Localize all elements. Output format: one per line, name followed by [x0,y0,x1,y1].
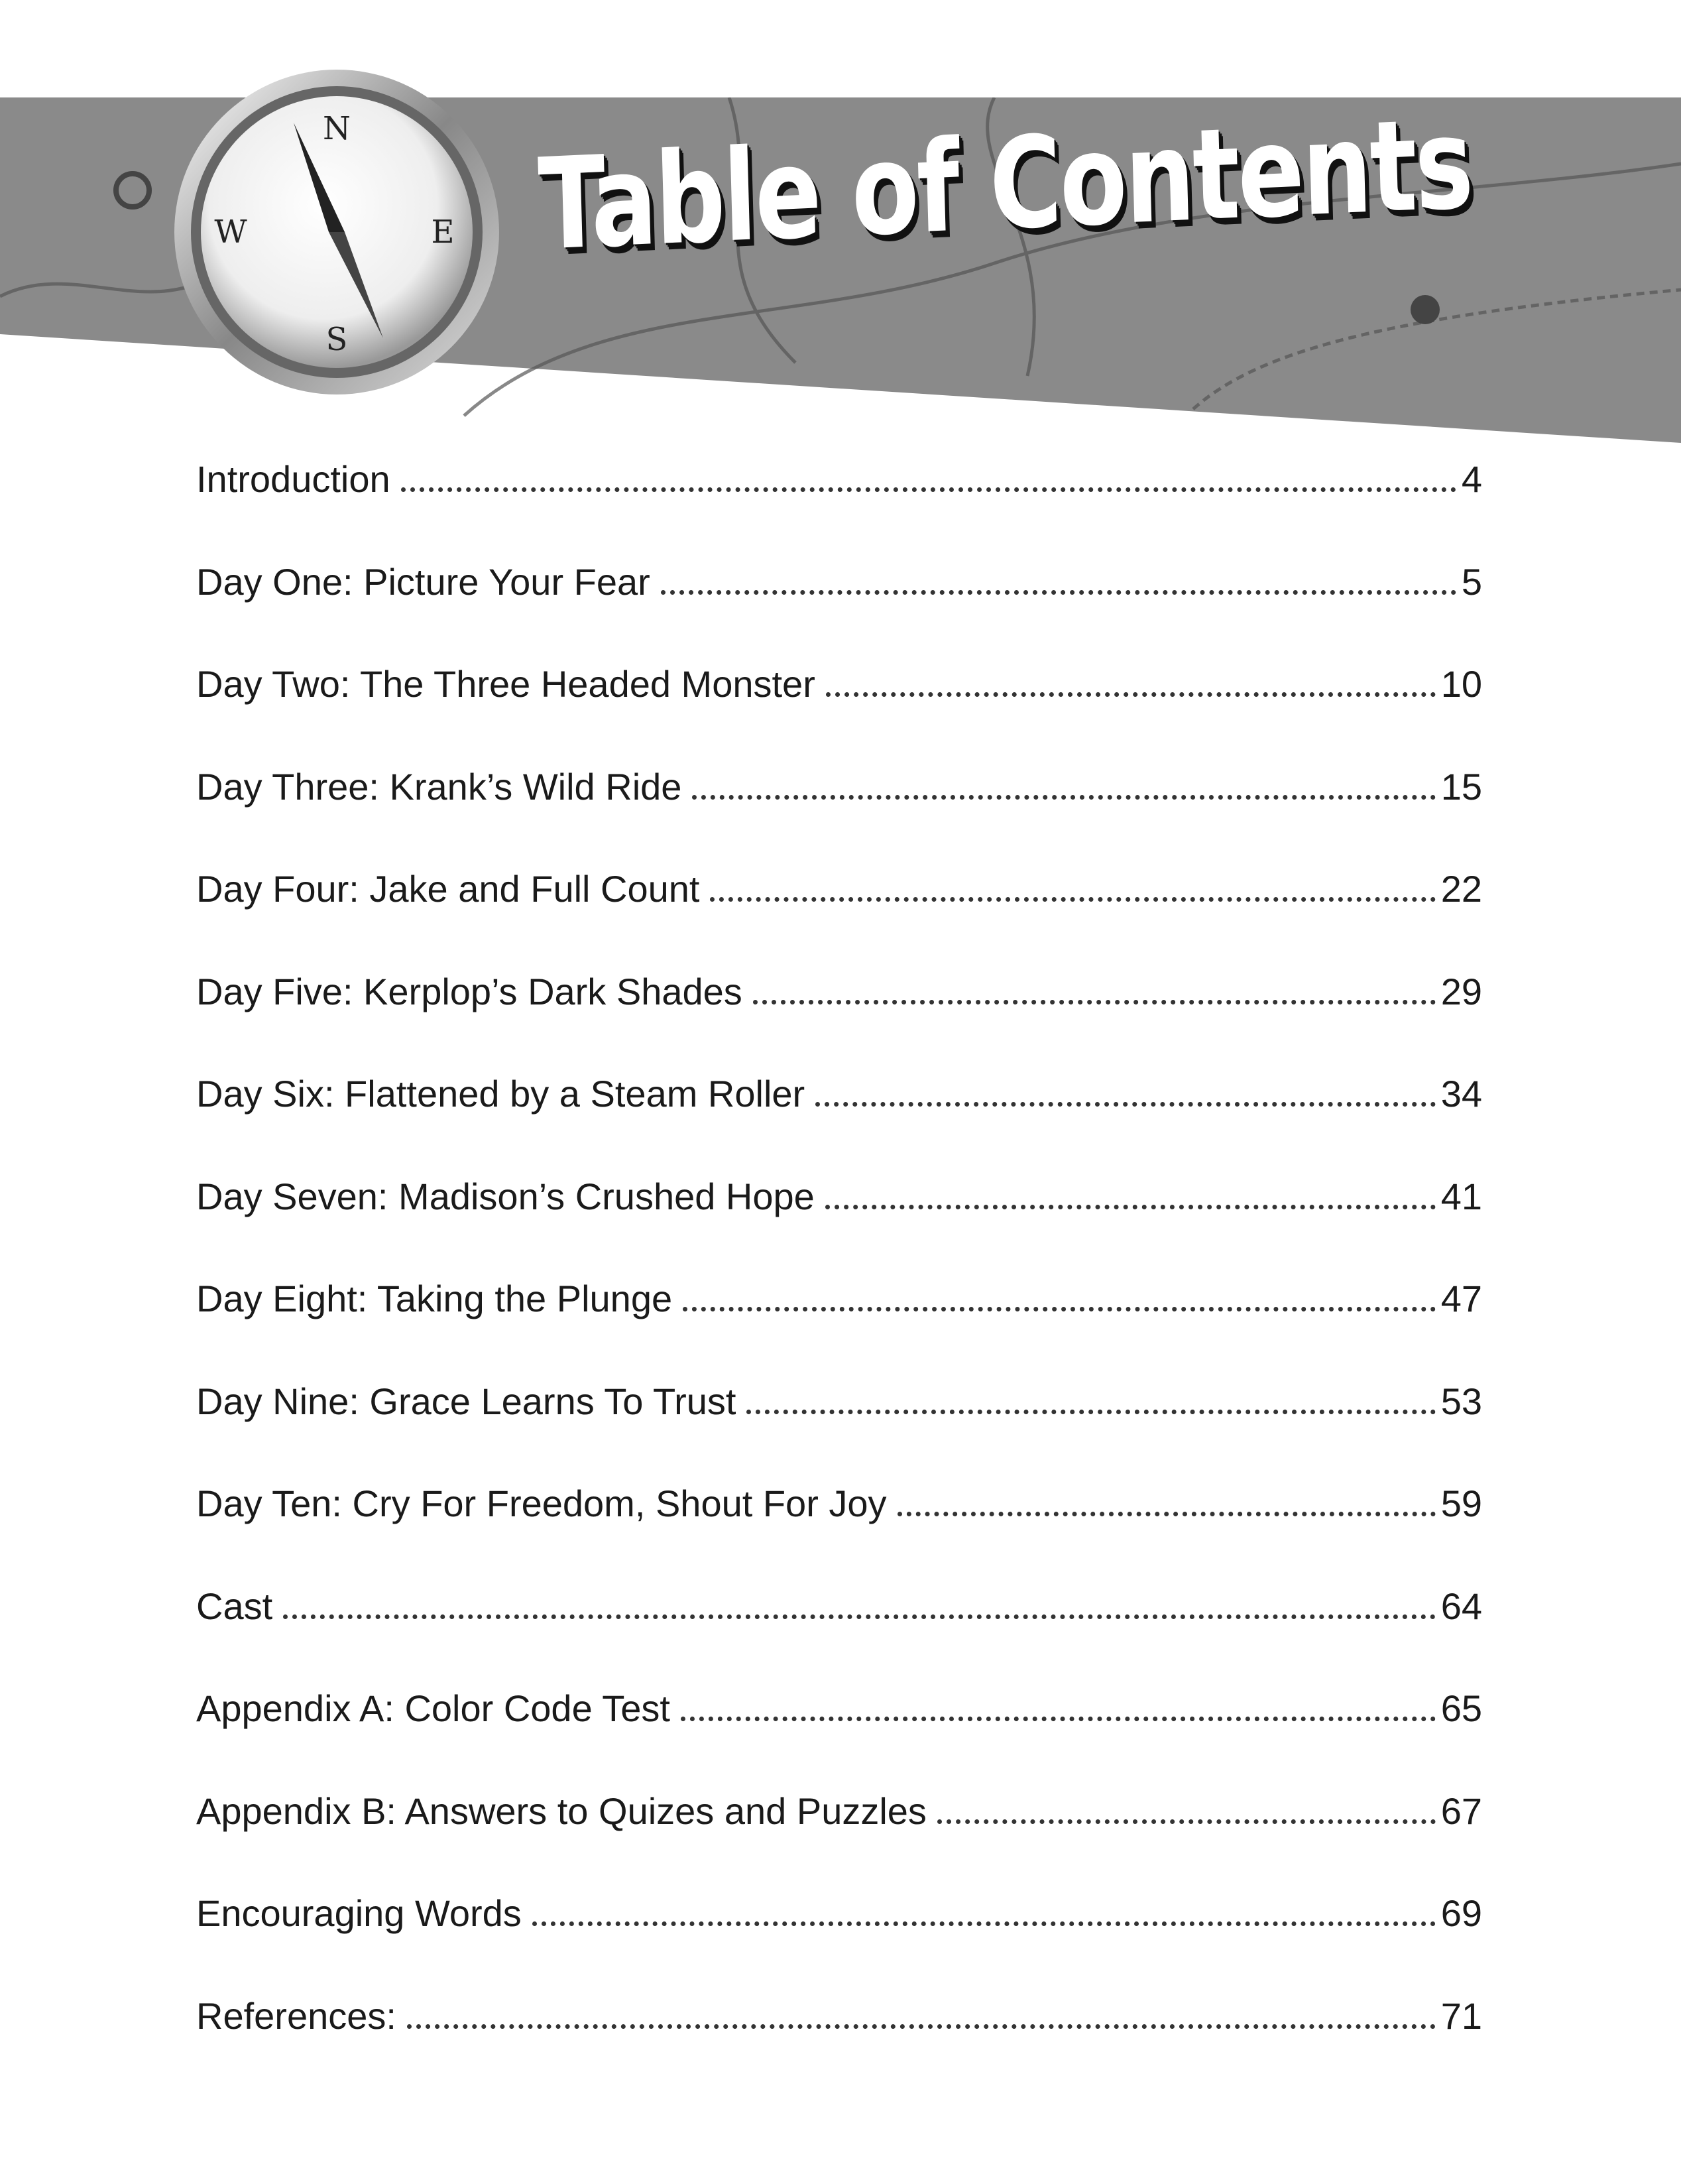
toc-entry-page: 67 [1440,1790,1482,1832]
toc-entry [196,560,1482,663]
dot-leader [681,1717,1436,1721]
toc-entry-page: 5 [1461,560,1482,603]
toc-entry [196,662,1482,765]
toc-entry-page: 64 [1440,1585,1482,1627]
dot-leader [937,1819,1436,1824]
dot-leader [753,1000,1436,1004]
dot-leader [825,1205,1436,1209]
toc-entry-page: 10 [1440,663,1482,705]
toc-entry-page: 29 [1440,970,1482,1012]
dot-leader [532,1921,1436,1926]
toc-entry-label: Cast [196,1585,273,1627]
dot-leader [815,1102,1436,1107]
dot-leader [283,1614,1436,1619]
toc-entry-page: 47 [1440,1278,1482,1319]
toc-entry [196,1585,1482,1687]
compass-north: N [323,110,351,147]
compass-east: E [431,213,455,251]
dot-leader [826,692,1436,697]
dot-leader [692,795,1435,800]
toc-entry-label: Day Six: Flattened by a Steam Roller [196,1073,805,1115]
dot-leader [746,1410,1435,1414]
toc-entry [196,1380,1482,1483]
dot-leader [898,1512,1436,1516]
toc-entry-label: Appendix B: Answers to Quizes and Puzzles [196,1790,927,1832]
toc-entry [196,457,1482,560]
toc-entry-label: Day Eight: Taking the Plunge [196,1278,673,1319]
toc-entry-label: Encouraging Words [196,1892,522,1934]
toc-entry [196,1277,1482,1380]
toc-entry-page: 34 [1440,1073,1482,1115]
compass-icon [171,66,502,398]
toc-entry-label: Day Three: Krank’s Wild Ride [196,765,682,808]
toc-entry-label: Day Nine: Grace Learns To Trust [196,1380,736,1422]
dot-leader [661,590,1456,595]
toc-entry [196,1687,1482,1790]
compass-south: S [325,321,348,358]
toc-entry [196,1072,1482,1175]
toc-entry-label: Day Seven: Madison’s Crushed Hope [196,1175,815,1217]
toc-entry [196,1790,1482,1892]
toc-entry-label: Introduction [196,458,390,500]
toc-entry-label: Appendix A: Color Code Test [196,1687,670,1729]
toc-entry [196,1482,1482,1585]
toc-entry-page: 53 [1440,1380,1482,1422]
toc-entry-page: 15 [1440,765,1482,808]
toc-entry [196,1994,1482,2097]
toc-entry-page: 41 [1440,1175,1482,1217]
toc-entry [196,1892,1482,1994]
toc-entry [196,970,1482,1073]
toc-entry-label: Day Four: Jake and Full Count [196,868,700,910]
toc-entry [196,1175,1482,1278]
toc-entry-label: Day Two: The Three Headed Monster [196,663,815,705]
toc-entry-label: Day One: Picture Your Fear [196,560,650,603]
dot-leader [401,487,1456,492]
page-title: Table of Contents [536,90,1474,278]
dot-leader [710,897,1435,902]
toc-entry-page: 4 [1461,458,1482,500]
toc-entry-page: 22 [1440,868,1482,910]
toc-entry-page: 59 [1440,1483,1482,1524]
toc-entry-label: Day Five: Kerplop’s Dark Shades [196,970,742,1012]
toc-entry [196,867,1482,970]
toc-entry-label: References: [196,1994,396,2037]
toc-entry [196,765,1482,868]
dot-leader [683,1307,1436,1311]
toc-entry-label: Day Ten: Cry For Freedom, Shout For Joy [196,1483,887,1524]
toc-entry-page: 71 [1440,1994,1482,2037]
compass-west: W [214,213,247,251]
dot-leader [407,2024,1436,2029]
toc-entry-page: 69 [1440,1892,1482,1934]
toc-entry-page: 65 [1440,1687,1482,1729]
table-of-contents [196,457,1482,2096]
